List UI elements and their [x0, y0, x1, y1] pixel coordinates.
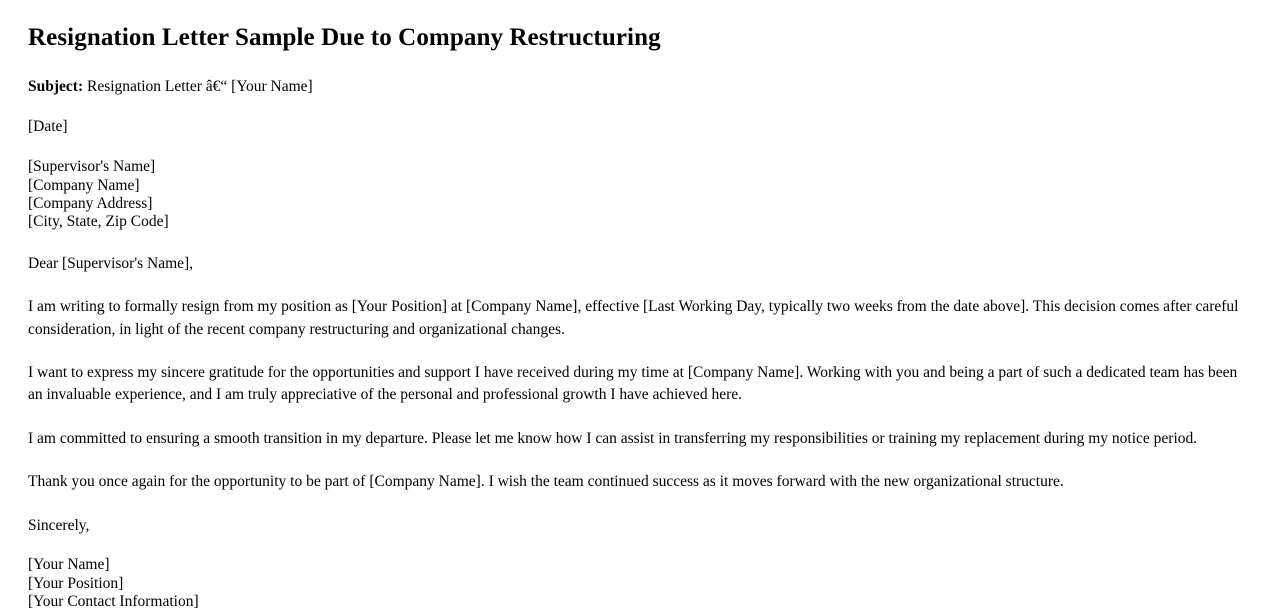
salutation: Dear [Supervisor's Name],	[28, 254, 194, 272]
subject-label: Subject:	[28, 77, 84, 95]
body-paragraph: I am committed to ensuring a smooth transition in my departure. Please let me know how I can assist in transferring my responsibilities or training my replacement during my notice period.	[28, 429, 1198, 447]
body-paragraph: I am writing to formally resign from my position as [Your Position] at [Company Name], effective [Last Working Day, typically two weeks from the date above]. This decision comes after careful consideration, in light of the recent company restructuring and organizational changes.	[28, 298, 1239, 338]
subject-value: Resignation Letter â€“ [Your Name]	[86, 77, 313, 95]
page-title: Resignation Letter Sample Due to Company Restructuring	[28, 24, 661, 51]
subject-line	[28, 76, 1248, 98]
recipient-line: [Company Name]	[28, 176, 140, 194]
closing: Sincerely,	[28, 516, 90, 534]
body-paragraph: I want to express my sincere gratitude for the opportunities and support I have received during my time at [Company Name]. Working with you and being a part of such a dedicated team has been an invaluable experience, and I am truly appreciative of the personal and professional growth I have achieved here.	[28, 363, 1238, 404]
signature-block	[28, 556, 1248, 611]
signature-line: [Your Name]	[28, 556, 110, 574]
signature-line: [Your Position]	[28, 574, 124, 592]
recipient-line: [Company Address]	[28, 195, 153, 212]
signature-line: [Your Contact Information]	[28, 592, 199, 610]
date-line: [Date]	[28, 117, 68, 135]
recipient-block	[28, 158, 1248, 231]
recipient-line: [City, State, Zip Code]	[28, 213, 169, 231]
body-paragraph: Thank you once again for the opportunity to be part of [Company Name]. I wish the team continued success as it moves forward with the new organizational structure.	[28, 473, 1064, 491]
recipient-line: [Supervisor's Name]	[28, 158, 156, 176]
